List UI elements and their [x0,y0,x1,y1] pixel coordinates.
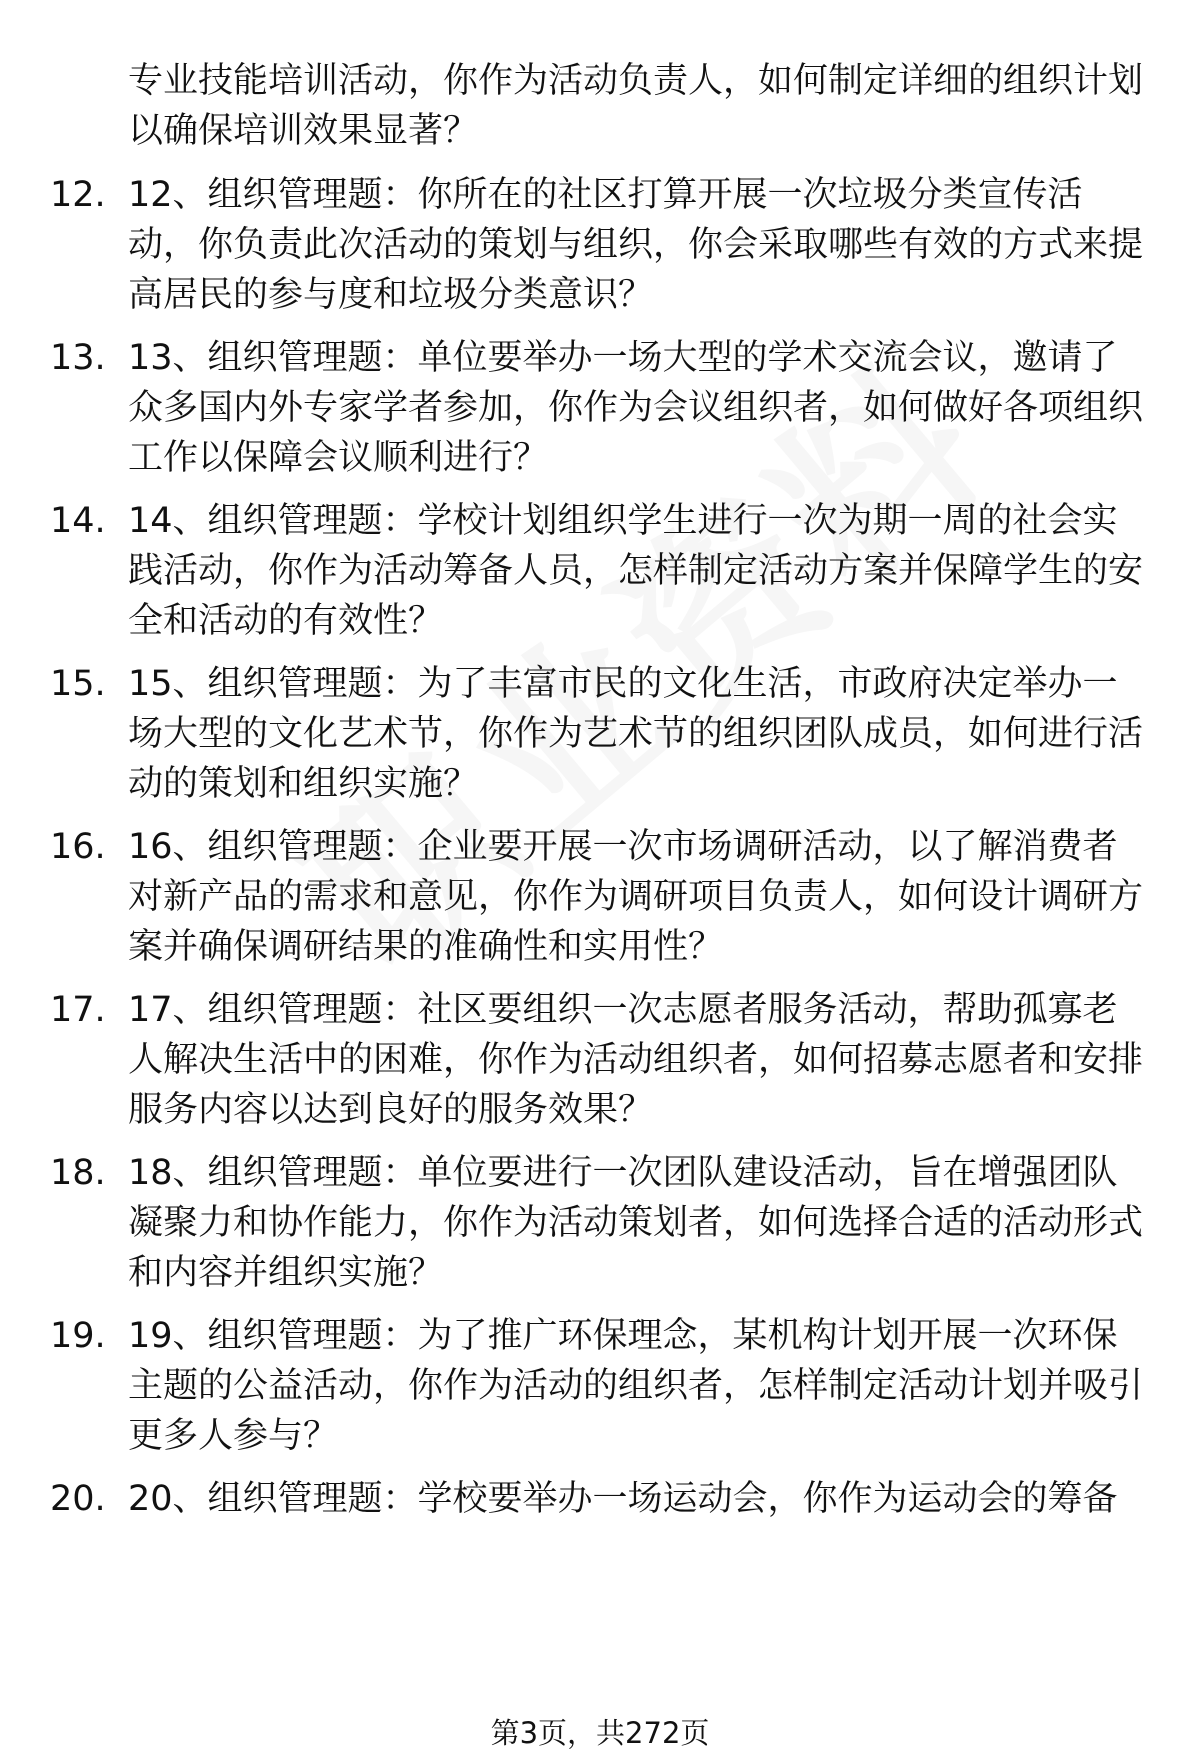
question-text: 17、组织管理题：社区要组织一次志愿者服务活动，帮助孤寡老人解决生活中的困难，你作为活动组织者，如何招募志愿者和安排服务内容以达到良好的服务效果？ [128,990,1144,1130]
question-text: 12、组织管理题：你所在的社区打算开展一次垃圾分类宣传活动，你负责此次活动的策划与组织，你会采取哪些有效的方式来提高居民的参与度和垃圾分类意识？ [128,175,1144,315]
question-text: 13、组织管理题：单位要举办一场大型的学术交流会议，邀请了众多国内外专家学者参加，你作为会议组织者，如何做好各项组织工作以保障会议顺利进行？ [128,338,1144,478]
question-number: 16. [50,827,106,867]
question-item-18 [50,1148,1150,1298]
question-text: 16、组织管理题：企业要开展一次市场调研活动，以了解消费者对新产品的需求和意见，你作为调研项目负责人，如何设计调研方案并确保调研结果的准确性和实用性？ [128,827,1144,967]
question-item-15 [50,659,1150,809]
question-text: 19、组织管理题：为了推广环保理念，某机构计划开展一次环保主题的公益活动，你作为活动的组织者，怎样制定活动计划并吸引更多人参与？ [128,1316,1144,1456]
question-number: 19. [50,1316,106,1356]
question-number: 12. [50,175,106,215]
question-text: 14、组织管理题：学校计划组织学生进行一次为期一周的社会实践活动，你作为活动筹备人员，怎样制定活动方案并保障学生的安全和活动的有效性？ [128,501,1144,641]
question-item-14 [50,496,1150,646]
question-item-12 [50,170,1150,320]
question-number: 13. [50,338,106,378]
question-item-19 [50,1311,1150,1461]
page-footer: 第3页，共272页 [490,1716,710,1750]
question-text: 18、组织管理题：单位要进行一次团队建设活动，旨在增强团队凝聚力和协作能力，你作为活动策划者，如何选择合适的活动形式和内容并组织实施？ [128,1153,1144,1293]
question-text: 20、组织管理题：学校要举办一场运动会，你作为运动会的筹备 [128,1479,1118,1519]
question-text: 15、组织管理题：为了丰富市民的文化生活，市政府决定举办一场大型的文化艺术节，你作为艺术节的组织团队成员，如何进行活动的策划和组织实施？ [128,664,1144,804]
question-item-13 [50,333,1150,483]
question-number: 17. [50,990,106,1030]
continuation-paragraph: 专业技能培训活动，你作为活动负责人，如何制定详细的组织计划以确保培训效果显著？ [128,61,1144,151]
question-number: 18. [50,1153,106,1193]
question-number: 20. [50,1479,106,1519]
question-number: 14. [50,501,106,541]
question-number: 15. [50,664,106,704]
question-item-17 [50,985,1150,1135]
question-item-20 [50,1474,1150,1524]
question-item-16 [50,822,1150,972]
